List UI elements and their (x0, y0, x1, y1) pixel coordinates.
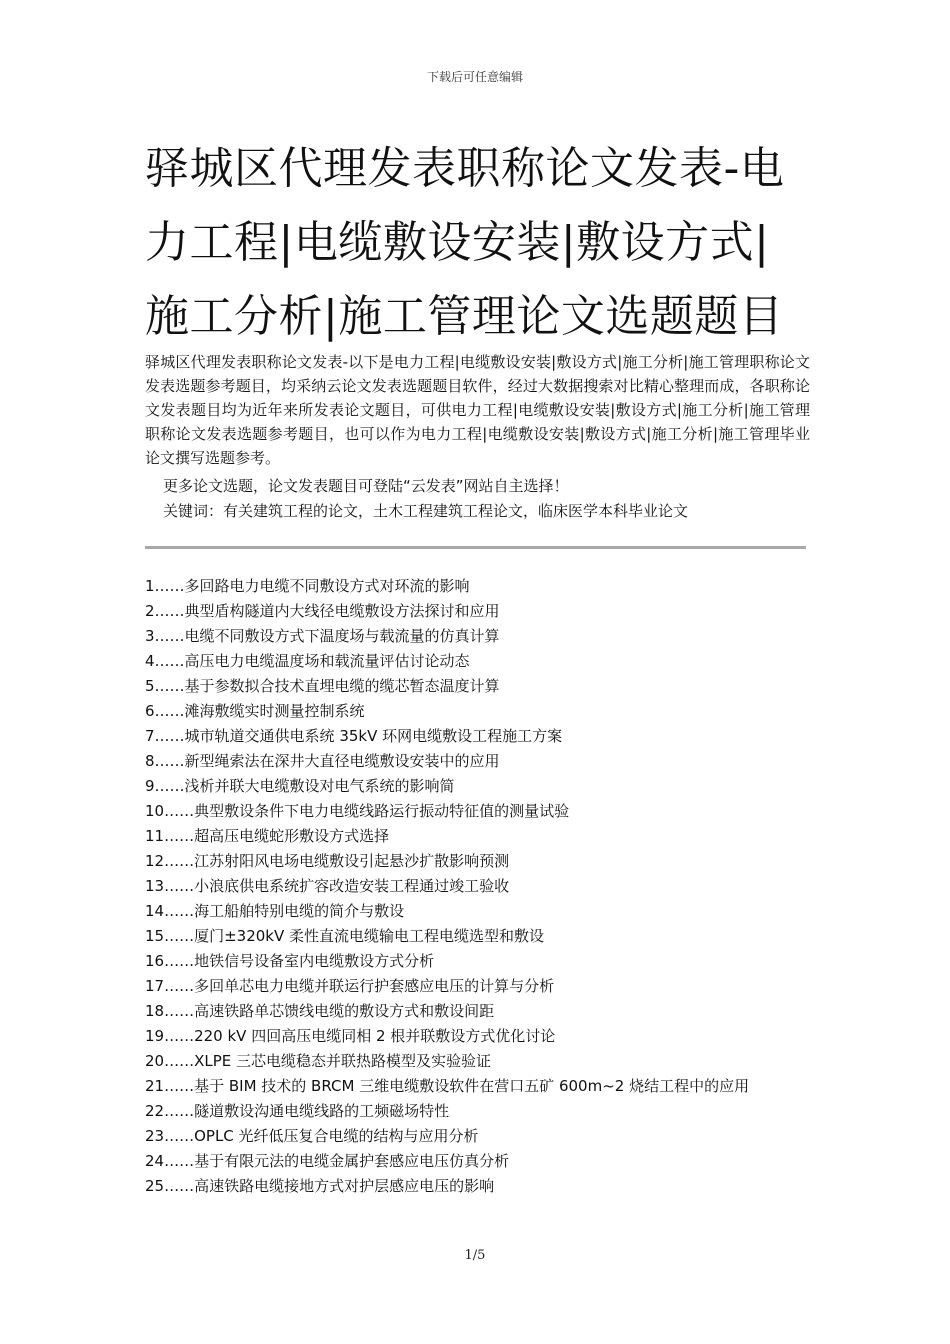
list-item-number: 24…… (145, 1152, 195, 1170)
list-item-number: 17…… (145, 977, 195, 995)
list-item (145, 724, 810, 749)
list-item-text: 高压电力电缆温度场和载流量评估讨论动态 (184, 652, 470, 670)
list-item-text: 新型绳索法在深井大直径电缆敷设安装中的应用 (184, 752, 500, 770)
list-item (145, 774, 810, 799)
list-item (145, 849, 810, 874)
list-item-number: 10…… (145, 802, 195, 820)
list-item-text: 220 kV 四回高压电缆同相 2 根并联敷设方式优化讨论 (194, 1027, 556, 1045)
list-item (145, 899, 810, 924)
list-item (145, 1149, 810, 1174)
list-item-number: 25…… (145, 1177, 195, 1195)
list-item-number: 8…… (145, 752, 185, 770)
list-item-text: 地铁信号设备室内电缆敷设方式分析 (194, 952, 435, 970)
list-item-number: 13…… (145, 877, 195, 895)
list-item-number: 6…… (145, 702, 185, 720)
list-item-number: 22…… (145, 1102, 195, 1120)
list-item-number: 14…… (145, 902, 195, 920)
list-item (145, 974, 810, 999)
list-item (145, 824, 810, 849)
list-item (145, 599, 810, 624)
list-item-number: 21…… (145, 1077, 195, 1095)
list-item-number: 23…… (145, 1127, 195, 1145)
list-item-text: 小浪底供电系统扩容改造安装工程通过竣工验收 (194, 877, 510, 895)
list-item (145, 924, 810, 949)
list-item (145, 574, 810, 599)
list-item-text: 城市轨道交通供电系统 35kV 环网电缆敷设工程施工方案 (184, 727, 563, 745)
list-item-number: 3…… (145, 627, 185, 645)
list-item-text: 海工船舶特别电缆的简介与敷设 (194, 902, 405, 920)
list-item-number: 4…… (145, 652, 185, 670)
list-item (145, 1074, 810, 1099)
list-item-text: 典型敷设条件下电力电缆线路运行振动特征值的测量试验 (194, 802, 570, 820)
list-item (145, 1174, 810, 1199)
list-item-text: OPLC 光纤低压复合电缆的结构与应用分析 (194, 1127, 479, 1145)
list-item-number: 5…… (145, 677, 185, 695)
list-item-text: 基于参数拟合技术直埋电缆的缆芯暂态温度计算 (184, 677, 500, 695)
list-item (145, 1049, 810, 1074)
list-item-text: XLPE 三芯电缆稳态并联热路模型及实验验证 (194, 1052, 492, 1070)
list-item (145, 999, 810, 1024)
list-item (145, 1124, 810, 1149)
list-item-number: 18…… (145, 1002, 195, 1020)
intro-paragraph: 驿城区代理发表职称论文发表-以下是电力工程|电缆敷设安装|敷设方式|施工分析|施工管理职称论文发表选题参考题目，均采纳云论文发表选题题目软件，经过大数据搜索对比精心整理而成，各职称论文发表题目均为近年来所发表论文题目，可供电力工程|电缆敷设安装|敷设方式|施工分析|施工管理职称论文发表选题参考题目，也可以作为电力工程|电缆敷设安装|敷设方式|施工分析|施工管理毕业论文撰写选题参考。 (145, 353, 810, 467)
list-item-text: 厦门±320kV 柔性直流电缆输电工程电缆选型和敷设 (194, 927, 545, 945)
page-header: 下载后可任意编辑 (426, 70, 523, 84)
more-topics-note: 更多论文选题，论文发表题目可登陆“云发表”网站自主选择！ (163, 477, 569, 495)
document-title: 驿城区代理发表职称论文发表-电力工程|电缆敷设安装|敷设方式|施工分析|施工管理论文选题题目 (145, 143, 785, 342)
topic-list (145, 574, 810, 1199)
list-item-number: 2…… (145, 602, 185, 620)
list-item (145, 749, 810, 774)
list-item (145, 624, 810, 649)
list-item-text: 高速铁路电缆接地方式对护层感应电压的影响 (194, 1177, 495, 1195)
list-item-text: 高速铁路单芯馈线电缆的敷设方式和敷设间距 (194, 1002, 495, 1020)
list-item (145, 1024, 810, 1049)
list-item-text: 超高压电缆蛇形敷设方式选择 (194, 827, 390, 845)
list-item-text: 滩海敷缆实时测量控制系统 (184, 702, 365, 720)
list-item-number: 16…… (145, 952, 195, 970)
list-item (145, 949, 810, 974)
list-item-text: 隧道敷设沟通电缆线路的工频磁场特性 (194, 1102, 450, 1120)
list-item-text: 基于 BIM 技术的 BRCM 三维电缆敷设软件在营口五矿 600m~2 烧结工程中的应用 (194, 1077, 750, 1095)
list-item-number: 11…… (145, 827, 195, 845)
page-number: 1/5 (464, 1248, 486, 1263)
list-item-number: 9…… (145, 777, 185, 795)
list-item-number: 1…… (145, 577, 185, 595)
list-item-text: 典型盾构隧道内大线径电缆敷设方法探讨和应用 (184, 602, 500, 620)
list-item (145, 674, 810, 699)
divider-rule (145, 546, 806, 549)
list-item (145, 1099, 810, 1124)
list-item (145, 799, 810, 824)
list-item (145, 649, 810, 674)
list-item-number: 7…… (145, 727, 185, 745)
list-item-text: 电缆不同敷设方式下温度场与载流量的仿真计算 (184, 627, 500, 645)
list-item (145, 699, 810, 724)
list-item-text: 多回单芯电力电缆并联运行护套感应电压的计算与分析 (194, 977, 555, 995)
list-item-number: 19…… (145, 1027, 195, 1045)
list-item (145, 874, 810, 899)
list-item-number: 20…… (145, 1052, 195, 1070)
list-item-text: 多回路电力电缆不同敷设方式对环流的影响 (184, 577, 470, 595)
keywords-line: 关键词：有关建筑工程的论文，土木工程建筑工程论文，临床医学本科毕业论文 (163, 502, 689, 520)
list-item-text: 浅析并联大电缆敷设对电气系统的影响简 (184, 777, 455, 795)
list-item-text: 江苏射阳风电场电缆敷设引起悬沙扩散影响预测 (194, 852, 510, 870)
list-item-number: 12…… (145, 852, 195, 870)
list-item-number: 15…… (145, 927, 195, 945)
list-item-text: 基于有限元法的电缆金属护套感应电压仿真分析 (194, 1152, 510, 1170)
